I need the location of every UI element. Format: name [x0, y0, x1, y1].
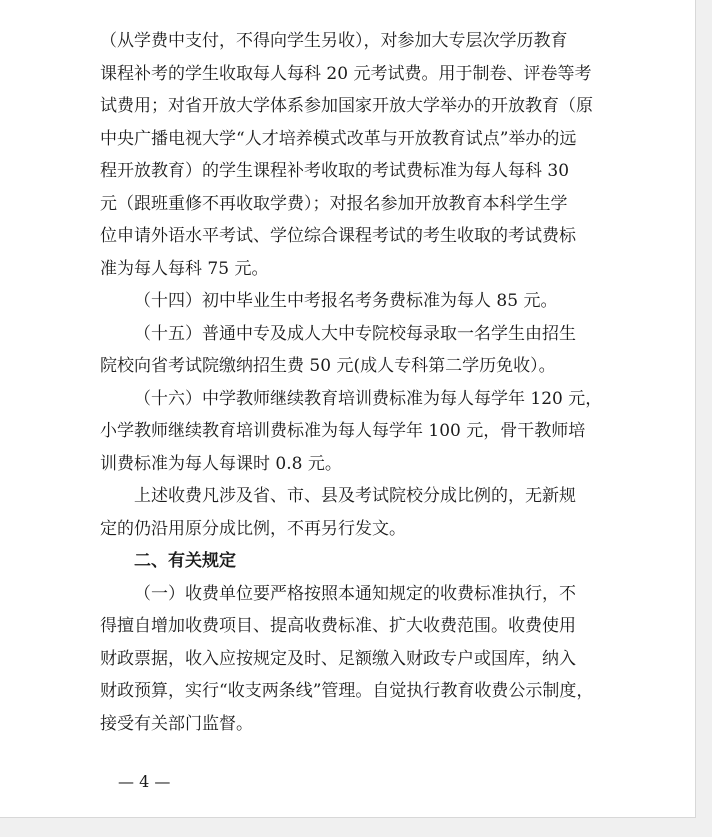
text-line: 训费标准为每人每课时 0.8 元。 [100, 453, 342, 474]
text-line: 上述收费凡涉及省、市、县及考试院校分成比例的，无新规 [134, 486, 576, 506]
text-line: 小学教师继续教育培训费标准为每人每学年 100 元，骨干教师培 [100, 421, 586, 441]
text-line: （从学费中支付，不得向学生另收），对参加大专层次学历教育 [100, 31, 568, 51]
text-line: 财政预算，实行“收支两条线”管理。自觉执行教育收费公示制度， [100, 681, 594, 701]
text-line: 定的仍沿用原分成比例，不再另行发文。 [100, 518, 406, 539]
text-line: 财政票据，收入应按规定及时、足额缴入财政专户或国库，纳入 [100, 648, 576, 669]
page-number: — 4 — [118, 772, 171, 791]
text-line: 院校向省考试院缴纳招生费 50 元(成人专科第二学历免收）。 [100, 356, 556, 376]
text-line: 中央广播电视大学“人才培养模式改革与开放教育试点”举办的远 [100, 128, 577, 149]
text-line: （十四）初中毕业生中考报名考务费标准为每人 85 元。 [134, 291, 558, 311]
document-body [100, 25, 605, 740]
text-line: 试费用；对省开放大学体系参加国家开放大学举办的开放教育（原 [100, 96, 593, 116]
text-line: 程开放教育）的学生课程补考收取的考试费标准为每人每科 30 [100, 161, 570, 181]
section-heading: 二、有关规定 [134, 551, 236, 571]
text-line: 位申请外语水平考试、学位综合课程考试的考生收取的考试费标 [100, 226, 576, 246]
text-line: 接受有关部门监督。 [100, 713, 253, 734]
text-line: （十六）中学教师继续教育培训费标准为每人每学年 120 元， [134, 388, 603, 409]
text-line: 准为每人每科 75 元。 [100, 258, 269, 279]
text-line: 课程补考的学生收取每人每科 20 元考试费。用于制卷、评卷等考 [100, 63, 592, 84]
text-line: （十五）普通中专及成人大中专院校每录取一名学生由招生 [134, 323, 576, 344]
text-line: （一）收费单位要严格按照本通知规定的收费标准执行，不 [134, 583, 576, 604]
text-line: 元（跟班重修不再收取学费）；对报名参加开放教育本科学生学 [100, 193, 568, 214]
text-line: 得擅自增加收费项目、提高收费标准、扩大收费范围。收费使用 [100, 616, 576, 636]
